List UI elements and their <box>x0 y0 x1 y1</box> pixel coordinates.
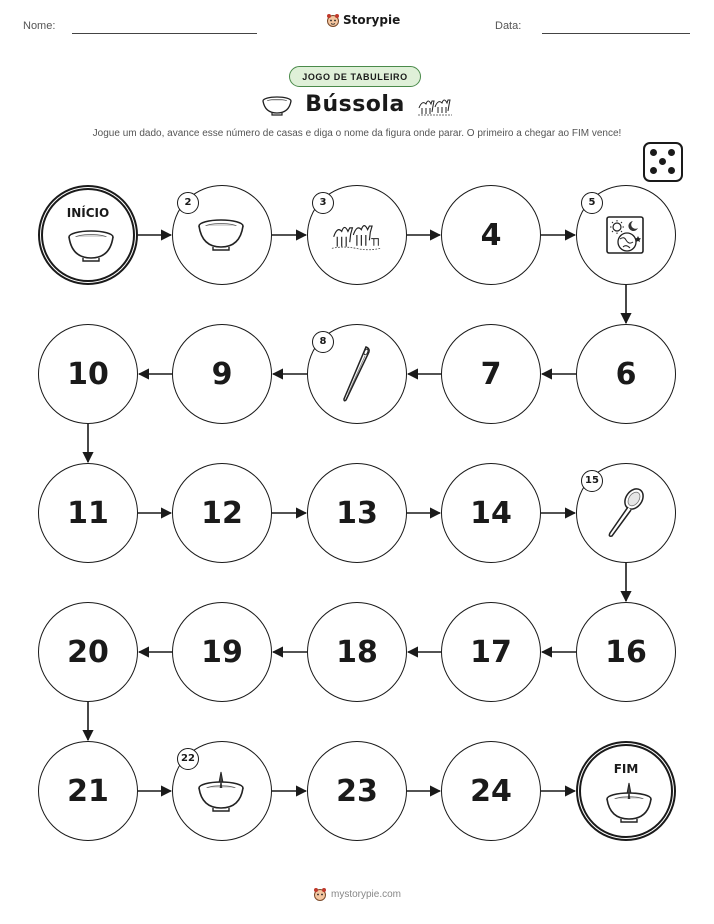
board-space-3 <box>307 185 407 285</box>
space-number-badge: 22 <box>177 748 199 770</box>
start-label: INÍCIO <box>66 206 110 220</box>
space-number: 6 <box>615 356 637 392</box>
date-label: Data: <box>495 20 522 32</box>
board-space-17 <box>441 602 541 702</box>
board-space-4 <box>441 185 541 285</box>
space-number-badge: 8 <box>312 331 334 353</box>
board-space-14 <box>441 463 541 563</box>
board-space-end <box>576 741 676 841</box>
board-space-12 <box>172 463 272 563</box>
space-number: 17 <box>470 634 512 670</box>
needle-icon <box>331 350 381 398</box>
space-number: 12 <box>201 495 243 531</box>
board-space-13 <box>307 463 407 563</box>
space-number: 21 <box>67 773 109 809</box>
space-number-badge: 15 <box>581 470 603 492</box>
bowl-compass-icon <box>196 767 246 815</box>
footer-url: mystorypie.com <box>330 888 401 900</box>
board-space-11 <box>38 463 138 563</box>
space-number: 19 <box>201 634 243 670</box>
board-space-19 <box>172 602 272 702</box>
bowl-compass-icon <box>604 782 654 822</box>
space-number: 11 <box>67 495 109 531</box>
camel-caravan-icon <box>331 211 381 259</box>
board-space-18 <box>307 602 407 702</box>
space-number: 4 <box>480 217 502 253</box>
board-space-start <box>38 185 138 285</box>
board-space-8 <box>307 324 407 424</box>
board-space-6 <box>576 324 676 424</box>
space-number-badge: 3 <box>312 192 334 214</box>
space-number: 24 <box>470 773 512 809</box>
page-title: Bússola <box>305 92 405 117</box>
spoon-icon <box>600 489 650 537</box>
brand-name: Storypie <box>343 13 401 27</box>
space-number: 14 <box>470 495 512 531</box>
board-space-22 <box>172 741 272 841</box>
board-space-5 <box>576 185 676 285</box>
space-number: 23 <box>336 773 378 809</box>
board-space-20 <box>38 602 138 702</box>
board-space-9 <box>172 324 272 424</box>
storypie-mascot-icon <box>313 887 327 901</box>
space-number: 9 <box>211 356 233 392</box>
board-space-21 <box>38 741 138 841</box>
board-space-24 <box>441 741 541 841</box>
space-number: 13 <box>336 495 378 531</box>
board-space-10 <box>38 324 138 424</box>
space-number: 10 <box>67 356 109 392</box>
board-space-7 <box>441 324 541 424</box>
sun-moon-earth-icon <box>600 211 650 259</box>
name-label: Nome: <box>23 20 56 32</box>
space-number: 7 <box>480 356 502 392</box>
board-space-2 <box>172 185 272 285</box>
bowl-icon <box>196 211 246 259</box>
end-label: FIM <box>613 762 639 776</box>
game-type-tag: JOGO DE TABULEIRO <box>289 66 421 87</box>
board-space-15 <box>576 463 676 563</box>
instructions: Jogue um dado, avance esse número de casas e diga o nome da figura onde parar. O primeiro a chegar ao FIM vence! <box>92 128 622 139</box>
space-number-badge: 2 <box>177 192 199 214</box>
space-number-badge: 5 <box>581 192 603 214</box>
space-number: 18 <box>336 634 378 670</box>
footer <box>0 887 714 901</box>
space-number: 16 <box>605 634 647 670</box>
board-space-16 <box>576 602 676 702</box>
board-space-23 <box>307 741 407 841</box>
space-number: 20 <box>67 634 109 670</box>
bowl-icon <box>66 226 116 266</box>
